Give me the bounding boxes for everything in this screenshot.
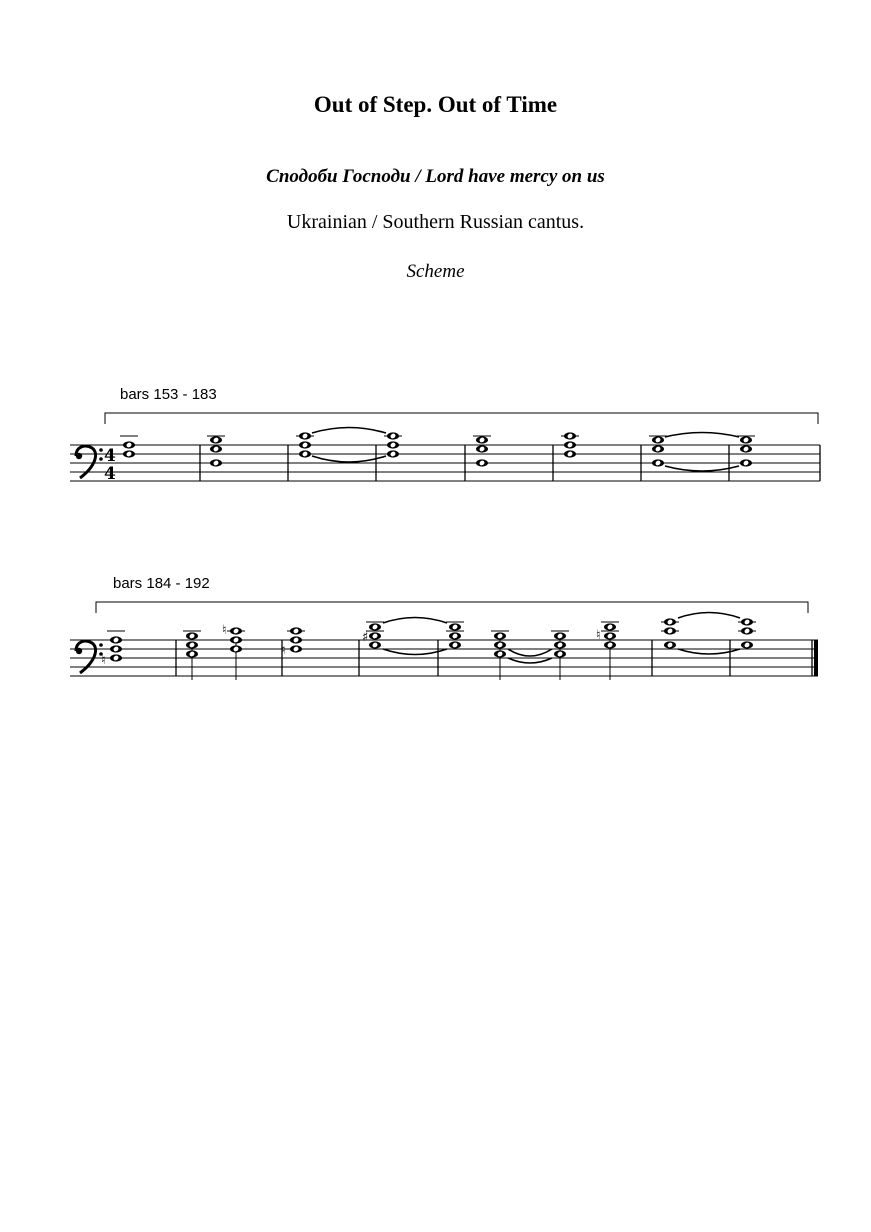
final-barline xyxy=(814,640,818,676)
natural-icon: ♮ xyxy=(101,653,106,668)
natural-icon: ♮ xyxy=(222,623,227,638)
system-2-stems xyxy=(192,634,610,680)
sharp-icon: ♯ xyxy=(362,630,369,645)
chord xyxy=(664,618,676,648)
chord xyxy=(494,632,506,657)
chord xyxy=(230,627,242,652)
svg-text:4: 4 xyxy=(104,446,116,466)
natural-icon: ♮ xyxy=(596,628,601,643)
bass-clef-icon xyxy=(76,446,103,478)
system-2-bars-label: bars 184 - 192 xyxy=(113,575,210,592)
chord xyxy=(387,432,399,457)
chord xyxy=(476,436,488,466)
system-1 xyxy=(70,413,820,484)
chord xyxy=(564,432,576,457)
system-1-chords xyxy=(123,432,752,466)
document-description: Ukrainian / Southern Russian cantus. xyxy=(286,211,585,233)
chord xyxy=(554,632,566,657)
system-2 xyxy=(70,602,818,680)
system-2-bracket xyxy=(96,602,808,613)
natural-icon: ♮ xyxy=(281,643,286,658)
svg-text:4: 4 xyxy=(104,464,116,484)
system-1-staff xyxy=(70,445,820,481)
chord xyxy=(604,623,616,648)
chord xyxy=(652,436,664,466)
chord xyxy=(123,441,135,457)
time-signature-4-4 xyxy=(104,446,116,484)
scheme-label: Scheme xyxy=(406,261,465,282)
bass-clef-icon xyxy=(76,641,103,673)
system-1-bracket xyxy=(105,413,818,424)
chord xyxy=(290,627,302,652)
chord xyxy=(299,432,311,457)
document-subtitle: Сподоби Господи / Lord have mercy on us xyxy=(266,166,605,187)
chord xyxy=(740,436,752,466)
chord xyxy=(210,436,222,466)
chord xyxy=(741,618,753,648)
document-title: Out of Step. Out of Time xyxy=(313,92,558,117)
chord xyxy=(110,636,122,661)
chord xyxy=(186,632,198,657)
system-2-staff xyxy=(70,640,818,676)
system-1-bars-label: bars 153 - 183 xyxy=(120,386,217,403)
chord xyxy=(449,623,461,648)
system-2-ledger-lines xyxy=(107,622,756,631)
chord xyxy=(369,623,381,648)
